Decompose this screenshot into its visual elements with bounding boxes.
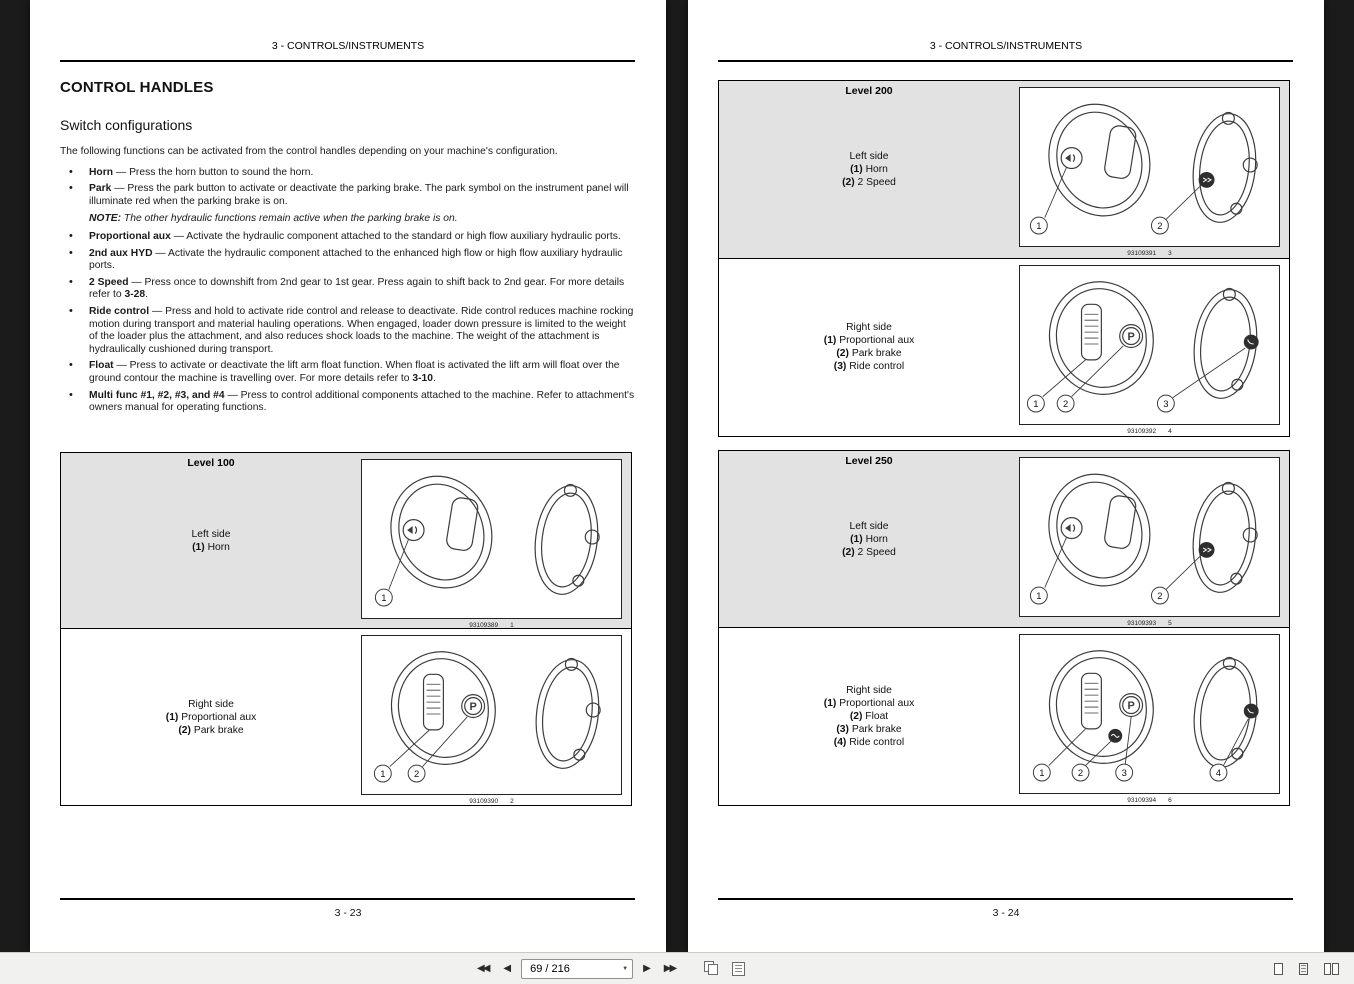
previous-page-button[interactable] bbox=[500, 962, 514, 976]
svg-text:1: 1 bbox=[1036, 590, 1042, 602]
page-number: 3 - 23 bbox=[334, 907, 362, 919]
left-handle-drawing bbox=[362, 460, 621, 618]
pdf-page-right bbox=[688, 0, 1324, 952]
figure-table-level-200 bbox=[718, 80, 1290, 437]
figure-row-label: Left side (1) Horn (2) 2 Speed bbox=[842, 150, 896, 188]
header-rule bbox=[718, 60, 1293, 62]
svg-text:P: P bbox=[1127, 700, 1135, 713]
ride-control-icon bbox=[1244, 334, 1259, 349]
figure-title-level-200: Level 200 bbox=[845, 85, 893, 97]
figure-caption: 93109390 2 bbox=[469, 798, 514, 805]
horn-icon bbox=[1061, 518, 1082, 539]
note-paragraph: NOTE: The other hydraulic functions remain active when the parking brake is on. bbox=[89, 213, 458, 225]
svg-text:3: 3 bbox=[1121, 767, 1127, 779]
view-mode-controls bbox=[1271, 953, 1342, 984]
figure-table-level-100 bbox=[60, 452, 632, 806]
callout-2 bbox=[1151, 555, 1201, 604]
page-title: CONTROL HANDLES bbox=[60, 79, 214, 96]
last-page-button[interactable] bbox=[661, 962, 680, 976]
park-brake-icon bbox=[1120, 324, 1143, 347]
control-handle-illustration bbox=[1019, 87, 1280, 247]
print-button[interactable] bbox=[729, 960, 748, 978]
figure-caption: 93109389 1 bbox=[469, 622, 514, 629]
left-handle-drawing bbox=[1020, 458, 1279, 616]
snapshot-icon bbox=[703, 961, 719, 976]
figure-caption: 93109391 3 bbox=[1127, 250, 1172, 257]
right-handle-drawing bbox=[362, 636, 621, 794]
page-number-input[interactable] bbox=[521, 959, 633, 979]
first-page-button[interactable] bbox=[474, 962, 493, 976]
park-brake-icon bbox=[462, 695, 485, 718]
last-page-icon: ▶▶ bbox=[663, 962, 676, 974]
svg-text:2: 2 bbox=[1157, 220, 1163, 232]
header-rule bbox=[60, 60, 635, 62]
print-icon bbox=[732, 962, 745, 976]
horn-icon bbox=[1061, 148, 1082, 169]
single-page-view-icon bbox=[1274, 963, 1283, 975]
facing-pages-view-icon bbox=[1324, 963, 1339, 975]
bullet-ride-control: • Ride control — Press and hold to activate ride control and release to deactivate. Ride control reduces machine rocking motion during transport and material hauling operations. When engaged, loader down pressure is limited to the weight of the loader plus the attachment, and also reduces shock loads to the machine. The weight of the attachment is hydraulically cushioned during transport. bbox=[60, 306, 635, 356]
figure-row-label: Left side (1) Horn (2) 2 Speed bbox=[842, 520, 896, 558]
svg-text:1: 1 bbox=[380, 768, 386, 780]
page-number-combo bbox=[521, 959, 633, 979]
chapter-header: 3 - CONTROLS/INSTRUMENTS bbox=[929, 40, 1083, 52]
bullet-park: • Park — Press the park button to activate or deactivate the parking brake. The park symbol on the instrument panel will illuminate red when the parking brake is on. bbox=[60, 183, 635, 208]
horn-icon bbox=[403, 520, 424, 541]
svg-text:1: 1 bbox=[1033, 397, 1039, 409]
bullet-2-speed: • 2 Speed — Press once to downshift from 2nd gear to 1st gear. Press again to shift back to 2nd gear. For more details refer to 3-28. bbox=[60, 277, 635, 302]
svg-text:1: 1 bbox=[1036, 220, 1042, 232]
svg-text:2: 2 bbox=[1077, 767, 1084, 779]
single-page-view-button[interactable] bbox=[1271, 961, 1286, 977]
figure-row-label: Right side (1) Proportional aux (2) Float (3) Park brake (4) Ride control bbox=[823, 685, 915, 748]
callout-3 bbox=[1116, 717, 1133, 781]
control-handle-illustration bbox=[1019, 265, 1280, 425]
proportional-aux-rocker-icon bbox=[1082, 304, 1102, 360]
page-navigation bbox=[474, 953, 748, 984]
figure-caption: 93109392 4 bbox=[1127, 427, 1172, 435]
function-bullet-list bbox=[60, 167, 635, 415]
svg-text:2: 2 bbox=[1157, 590, 1163, 602]
intro-paragraph: The following functions can be activated from the control handles depending on your machine's configuration. bbox=[60, 146, 558, 157]
section-subtitle: Switch configurations bbox=[60, 117, 193, 133]
first-page-icon: ◀◀ bbox=[477, 962, 489, 974]
callout-2 bbox=[1151, 185, 1201, 234]
svg-text:2: 2 bbox=[1063, 397, 1069, 409]
ride-control-icon bbox=[1244, 704, 1259, 719]
bullet-multi-func: • Multi func #1, #2, #3, and #4 — Press to control additional components attached to the machine. Refer to attachment's owners manual for operating functions. bbox=[60, 390, 635, 415]
chapter-header: 3 - CONTROLS/INSTRUMENTS bbox=[271, 40, 425, 52]
float-icon bbox=[1108, 729, 1122, 743]
page-number: 3 - 24 bbox=[992, 907, 1020, 919]
svg-text:4: 4 bbox=[1215, 767, 1222, 779]
previous-page-icon: ◀ bbox=[503, 962, 512, 974]
callout-3 bbox=[1157, 347, 1245, 411]
body-text bbox=[60, 146, 635, 419]
svg-text:2: 2 bbox=[413, 768, 420, 780]
proportional-aux-rocker-icon bbox=[1082, 673, 1102, 729]
control-handle-illustration bbox=[1019, 457, 1280, 617]
control-handle-illustration bbox=[361, 635, 622, 795]
bullet-proportional-aux: • Proportional aux — Activate the hydraulic component attached to the standard or high flow auxiliary hydraulic ports. bbox=[60, 231, 635, 244]
proportional-aux-rocker-icon bbox=[424, 674, 444, 730]
next-page-icon: ▶ bbox=[643, 962, 651, 974]
continuous-view-icon bbox=[1299, 963, 1308, 975]
continuous-view-button[interactable] bbox=[1296, 961, 1311, 977]
viewer-toolbar bbox=[0, 952, 1354, 984]
snapshot-button[interactable] bbox=[700, 959, 722, 978]
right-handle-drawing bbox=[1020, 635, 1279, 793]
footer-rule bbox=[60, 898, 635, 900]
left-handle-drawing bbox=[1020, 88, 1279, 246]
figure-table-level-250 bbox=[718, 450, 1290, 806]
callout-4 bbox=[1210, 719, 1248, 781]
svg-text:3: 3 bbox=[1163, 397, 1169, 409]
page-dropdown-icon[interactable]: ▼ bbox=[622, 965, 629, 972]
figure-caption: 93109394 6 bbox=[1127, 797, 1172, 804]
right-handle-drawing bbox=[1020, 266, 1279, 424]
svg-text:P: P bbox=[469, 701, 477, 714]
bullet-float: • Float — Press to activate or deactivate the lift arm float function. When float is activated the lift arm will float over the ground contour the machine is travelling over. For more details refer to 3-10. bbox=[60, 360, 635, 385]
bullet-2nd-aux-hyd: • 2nd aux HYD — Activate the hydraulic component attached to the enhanced high flow or high flow auxiliary hydraulic ports. bbox=[60, 248, 635, 273]
figure-row-label: Left side (1) Horn bbox=[191, 528, 231, 553]
figure-row-label: Right side (1) Proportional aux (2) Park brake (3) Ride control bbox=[823, 322, 915, 373]
svg-text:1: 1 bbox=[1039, 767, 1045, 779]
footer-rule bbox=[718, 898, 1293, 900]
control-handle-illustration bbox=[361, 459, 622, 619]
figure-row-label: Right side (1) Proportional aux (2) Park brake bbox=[165, 698, 257, 736]
callout-2 bbox=[1072, 741, 1111, 781]
pdf-page-left bbox=[30, 0, 666, 952]
svg-text:1: 1 bbox=[381, 592, 387, 604]
next-page-button[interactable] bbox=[640, 962, 654, 976]
bullet-horn: • Horn — Press the horn button to sound the horn. bbox=[60, 167, 635, 180]
control-handle-illustration bbox=[1019, 634, 1280, 794]
facing-pages-view-button[interactable] bbox=[1321, 961, 1342, 977]
park-brake-icon bbox=[1120, 694, 1143, 717]
svg-text:P: P bbox=[1127, 330, 1135, 343]
callout-2 bbox=[408, 717, 467, 782]
figure-caption: 93109393 5 bbox=[1127, 620, 1172, 627]
figure-title-level-100: Level 100 bbox=[187, 457, 235, 469]
figure-title-level-250: Level 250 bbox=[845, 455, 893, 467]
